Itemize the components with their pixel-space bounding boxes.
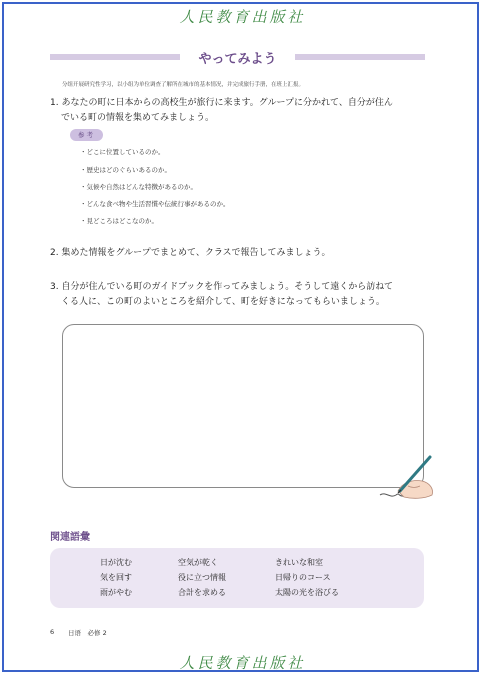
- book-title: 日语 必修 2: [68, 629, 107, 637]
- vocab-word: 空気が乾く: [178, 558, 218, 567]
- publisher-logo-bottom: 人民教育出版社: [179, 654, 306, 672]
- hint-item: ・歴史はどのぐらいあるのか。: [80, 166, 171, 174]
- reference-badge: 参考: [70, 129, 103, 141]
- question-1-line-2: でいる町の情報を集めてみましょう。: [61, 113, 215, 123]
- hint-item: ・どんな食べ物や生活習慣や伝統行事があるのか。: [80, 200, 230, 208]
- vocab-word: 合計を求める: [178, 588, 226, 597]
- vocab-word: 日帰りのコース: [275, 573, 331, 582]
- vocabulary-box: [50, 548, 424, 608]
- page-number: 6: [50, 628, 55, 636]
- hint-item: ・気候や自然はどんな特徴があるのか。: [80, 183, 197, 191]
- chinese-instruction-note: 分组开展研究性学习，以小组为单位调查了解所在城市的基本情况，并完成旅行手册，在班上汇报。: [62, 82, 305, 88]
- question-2: 2. 集めた情報をグループでまとめて、クラスで報告してみましょう。: [50, 248, 331, 258]
- question-3: [50, 280, 393, 310]
- section-title: やってみよう: [198, 52, 277, 67]
- vocab-word: 雨がやむ: [100, 588, 132, 597]
- vocab-word: 太陽の光を浴びる: [275, 588, 339, 597]
- publisher-logo-top: 人民教育出版社: [179, 8, 306, 26]
- hint-item: ・見どころはどこなのか。: [80, 217, 158, 225]
- question-3-line-2: くる人に、この町のよいところを紹介して、町を好きになってもらいましょう。: [61, 297, 385, 307]
- section-title-row: [50, 50, 425, 67]
- question-1: [50, 96, 393, 126]
- related-vocabulary-heading: 関連語彙: [50, 532, 90, 543]
- vocab-word: 役に立つ情報: [178, 573, 226, 582]
- hint-item: ・どこに位置しているのか。: [80, 148, 165, 156]
- question-3-line-1: 3. 自分が住んでいる町のガイドブックを作ってみましょう。そうして遠くから訪ねて: [50, 282, 394, 292]
- hand-writing-pen-illustration: [376, 455, 436, 501]
- vocab-word: 気を回す: [100, 573, 132, 582]
- question-1-line-1: 1. あなたの町に日本からの高校生が旅行に来ます。グループに分かれて、自分が住ん: [50, 98, 393, 108]
- vocab-word: 日が沈む: [100, 558, 132, 567]
- vocab-word: きれいな和室: [275, 558, 323, 567]
- guidebook-writing-box[interactable]: [62, 324, 424, 488]
